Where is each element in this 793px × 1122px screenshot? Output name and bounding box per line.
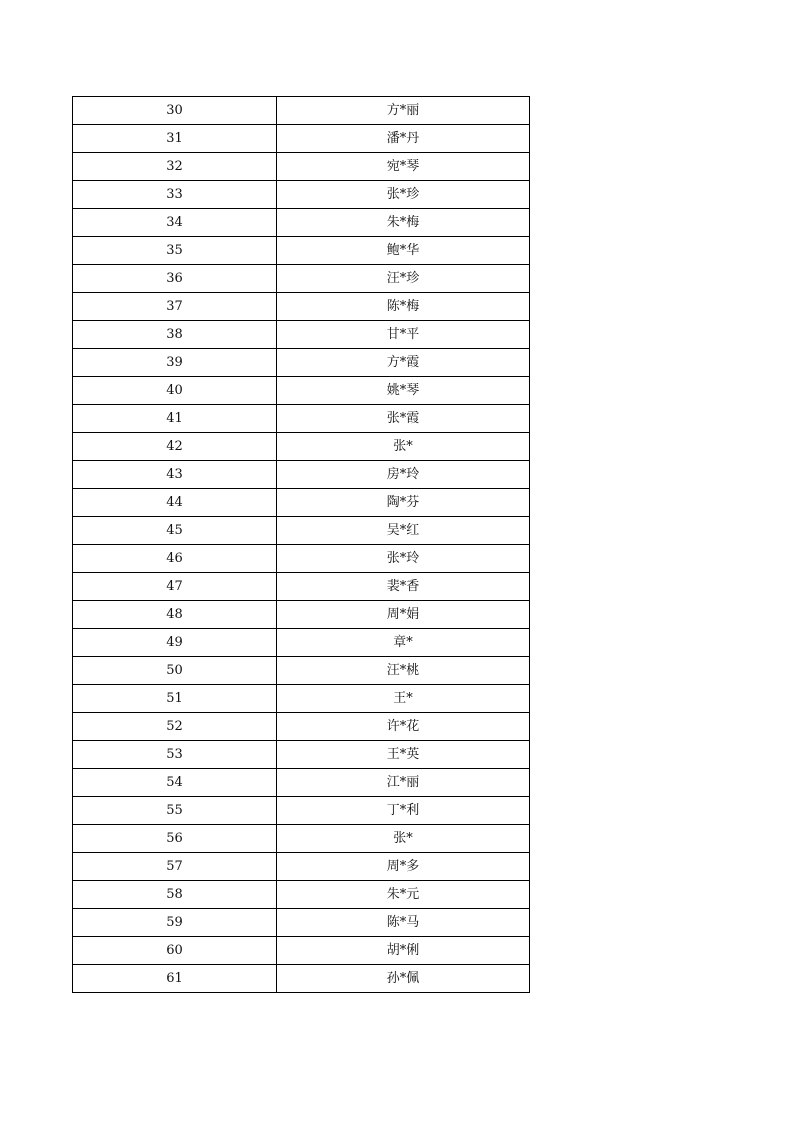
- row-number-cell: 49: [73, 629, 277, 657]
- row-number-cell: 41: [73, 405, 277, 433]
- person-name-cell: 胡*俐: [277, 937, 530, 965]
- table-row: [73, 965, 530, 993]
- row-number-cell: 33: [73, 181, 277, 209]
- person-name-cell: 潘*丹: [277, 125, 530, 153]
- person-name-cell: 张*: [277, 433, 530, 461]
- row-number-cell: 50: [73, 657, 277, 685]
- person-name-cell: 朱*梅: [277, 209, 530, 237]
- person-name-cell: 孙*佩: [277, 965, 530, 993]
- row-number-cell: 56: [73, 825, 277, 853]
- person-name-cell: 鲍*华: [277, 237, 530, 265]
- table-row: [73, 237, 530, 265]
- person-name-cell: 陈*马: [277, 909, 530, 937]
- row-number-cell: 54: [73, 769, 277, 797]
- table-row: [73, 573, 530, 601]
- person-name-cell: 王*英: [277, 741, 530, 769]
- row-number-cell: 53: [73, 741, 277, 769]
- person-name-cell: 丁*利: [277, 797, 530, 825]
- row-number-cell: 32: [73, 153, 277, 181]
- person-name-cell: 江*丽: [277, 769, 530, 797]
- row-number-cell: 45: [73, 517, 277, 545]
- row-number-cell: 47: [73, 573, 277, 601]
- row-number-cell: 59: [73, 909, 277, 937]
- person-name-cell: 姚*琴: [277, 377, 530, 405]
- table-row: [73, 209, 530, 237]
- row-number-cell: 60: [73, 937, 277, 965]
- table-row: [73, 461, 530, 489]
- person-name-cell: 陶*芬: [277, 489, 530, 517]
- person-name-cell: 周*娟: [277, 601, 530, 629]
- table-body: [73, 97, 530, 993]
- row-number-cell: 43: [73, 461, 277, 489]
- person-name-cell: 汪*桃: [277, 657, 530, 685]
- person-name-cell: 张*珍: [277, 181, 530, 209]
- table-row: [73, 181, 530, 209]
- person-name-cell: 宛*琴: [277, 153, 530, 181]
- row-number-cell: 61: [73, 965, 277, 993]
- row-number-cell: 30: [73, 97, 277, 125]
- person-name-cell: 许*花: [277, 713, 530, 741]
- table-row: [73, 601, 530, 629]
- row-number-cell: 35: [73, 237, 277, 265]
- person-name-cell: 周*多: [277, 853, 530, 881]
- table-row: [73, 265, 530, 293]
- table-row: [73, 937, 530, 965]
- table-row: [73, 545, 530, 573]
- table-row: [73, 349, 530, 377]
- row-number-cell: 36: [73, 265, 277, 293]
- row-number-cell: 52: [73, 713, 277, 741]
- row-number-cell: 55: [73, 797, 277, 825]
- table-row: [73, 825, 530, 853]
- row-number-cell: 38: [73, 321, 277, 349]
- row-number-cell: 48: [73, 601, 277, 629]
- table-row: [73, 685, 530, 713]
- person-name-cell: 裴*香: [277, 573, 530, 601]
- name-list-table: [72, 96, 530, 993]
- person-name-cell: 张*霞: [277, 405, 530, 433]
- table-row: [73, 97, 530, 125]
- table-row: [73, 321, 530, 349]
- row-number-cell: 51: [73, 685, 277, 713]
- row-number-cell: 46: [73, 545, 277, 573]
- row-number-cell: 39: [73, 349, 277, 377]
- person-name-cell: 张*玲: [277, 545, 530, 573]
- person-name-cell: 朱*元: [277, 881, 530, 909]
- table-row: [73, 853, 530, 881]
- person-name-cell: 吴*红: [277, 517, 530, 545]
- person-name-cell: 方*霞: [277, 349, 530, 377]
- person-name-cell: 王*: [277, 685, 530, 713]
- table-row: [73, 433, 530, 461]
- row-number-cell: 37: [73, 293, 277, 321]
- row-number-cell: 44: [73, 489, 277, 517]
- person-name-cell: 方*丽: [277, 97, 530, 125]
- person-name-cell: 章*: [277, 629, 530, 657]
- table-row: [73, 153, 530, 181]
- table-row: [73, 629, 530, 657]
- table-row: [73, 769, 530, 797]
- row-number-cell: 40: [73, 377, 277, 405]
- table-row: [73, 797, 530, 825]
- person-name-cell: 陈*梅: [277, 293, 530, 321]
- table-row: [73, 517, 530, 545]
- person-name-cell: 汪*珍: [277, 265, 530, 293]
- person-name-cell: 张*: [277, 825, 530, 853]
- table-row: [73, 489, 530, 517]
- table-row: [73, 657, 530, 685]
- table-row: [73, 713, 530, 741]
- row-number-cell: 34: [73, 209, 277, 237]
- row-number-cell: 58: [73, 881, 277, 909]
- table-row: [73, 881, 530, 909]
- row-number-cell: 57: [73, 853, 277, 881]
- row-number-cell: 31: [73, 125, 277, 153]
- table-row: [73, 377, 530, 405]
- person-name-cell: 甘*平: [277, 321, 530, 349]
- table-row: [73, 293, 530, 321]
- row-number-cell: 42: [73, 433, 277, 461]
- person-name-cell: 房*玲: [277, 461, 530, 489]
- table-row: [73, 405, 530, 433]
- table-row: [73, 909, 530, 937]
- table-row: [73, 125, 530, 153]
- table-row: [73, 741, 530, 769]
